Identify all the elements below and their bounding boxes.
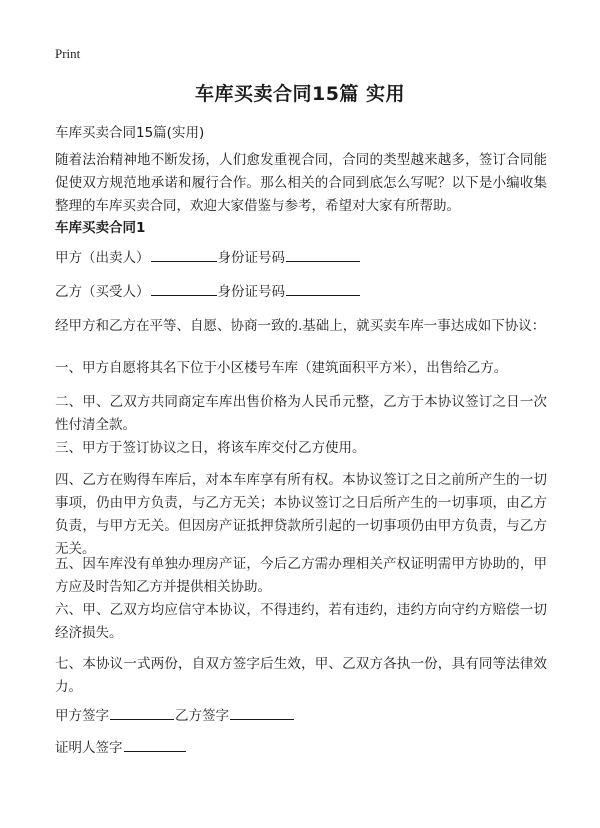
party-b-line [55,281,361,304]
document-title: 车库买卖合同15篇 实用 [194,83,406,105]
section-heading: 车库买卖合同1 [55,220,146,236]
intro-paragraph: 随着法治精神地不断发扬，人们愈发重视合同，合同的类型越来越多，签订合同能促使双方规范地承诺和履行合作。那么相关的合同到底怎么写呢？以下是小编收集整理的车库买卖合同，欢迎大家借鉴与参考，希望对大家有所帮助。 [55,152,547,214]
sign-b-blank [230,705,294,720]
party-a-name-blank [151,247,217,262]
party-b-id-label: 身份证号码 [217,284,285,300]
clause-2: 二、甲、乙双方共同商定车库出售价格为人民币元整，乙方于本协议签订之日一次性付清全款。 [55,394,547,433]
print-label: Print [55,46,81,61]
party-b-id-blank [286,281,360,296]
party-a-id-blank [286,247,360,262]
clause-6: 六、甲、乙双方均应信守本协议，不得违约，若有违约，违约方向守约方赔偿一切经济损失。 [55,602,547,641]
clause-5: 五、因车库没有单独办理房产证，今后乙方需办理相关产权证明需甲方协助的，甲方应及时告知乙方并提供相关协助。 [55,556,547,595]
party-b-label: 乙方（买受人） [55,284,150,300]
witness-blank [124,737,186,752]
sign-b-label: 乙方签字 [175,708,229,724]
sign-a-label: 甲方签字 [55,708,109,724]
sign-a-blank [110,705,174,720]
clause-3: 三、甲方于签订协议之日，将该车库交付乙方使用。 [55,440,366,456]
party-a-label: 甲方（出卖人） [55,250,150,266]
clause-1: 一、甲方自愿将其名下位于小区楼号车库（建筑面积平方米），出售给乙方。 [55,360,508,376]
party-b-name-blank [151,281,217,296]
agreement-intro: 经甲方和乙方在平等、自愿、协商一致的.基础上，就买卖车库一事达成如下协议： [55,318,546,334]
signature-line [55,705,295,728]
clause-7: 七、本协议一式两份，自双方签字后生效，甲、乙双方各执一份，具有同等法律效力。 [55,656,547,695]
party-a-line [55,247,361,270]
witness-label: 证明人签字 [55,740,123,756]
document-subtitle: 车库买卖合同15篇(实用) [55,125,205,141]
clause-4: 四、乙方在购得车库后，对本车库享有所有权。本协议签订之日之前所产生的一切事项，仍由甲方负责，与乙方无关；本协议签订之日后所产生的一切事项，由乙方负责，与甲方无关。但因房产证抵押贷款所引起的一切事项仍由甲方负责，与乙方无关。 [55,472,547,557]
witness-line [55,737,187,760]
party-a-id-label: 身份证号码 [217,250,285,266]
